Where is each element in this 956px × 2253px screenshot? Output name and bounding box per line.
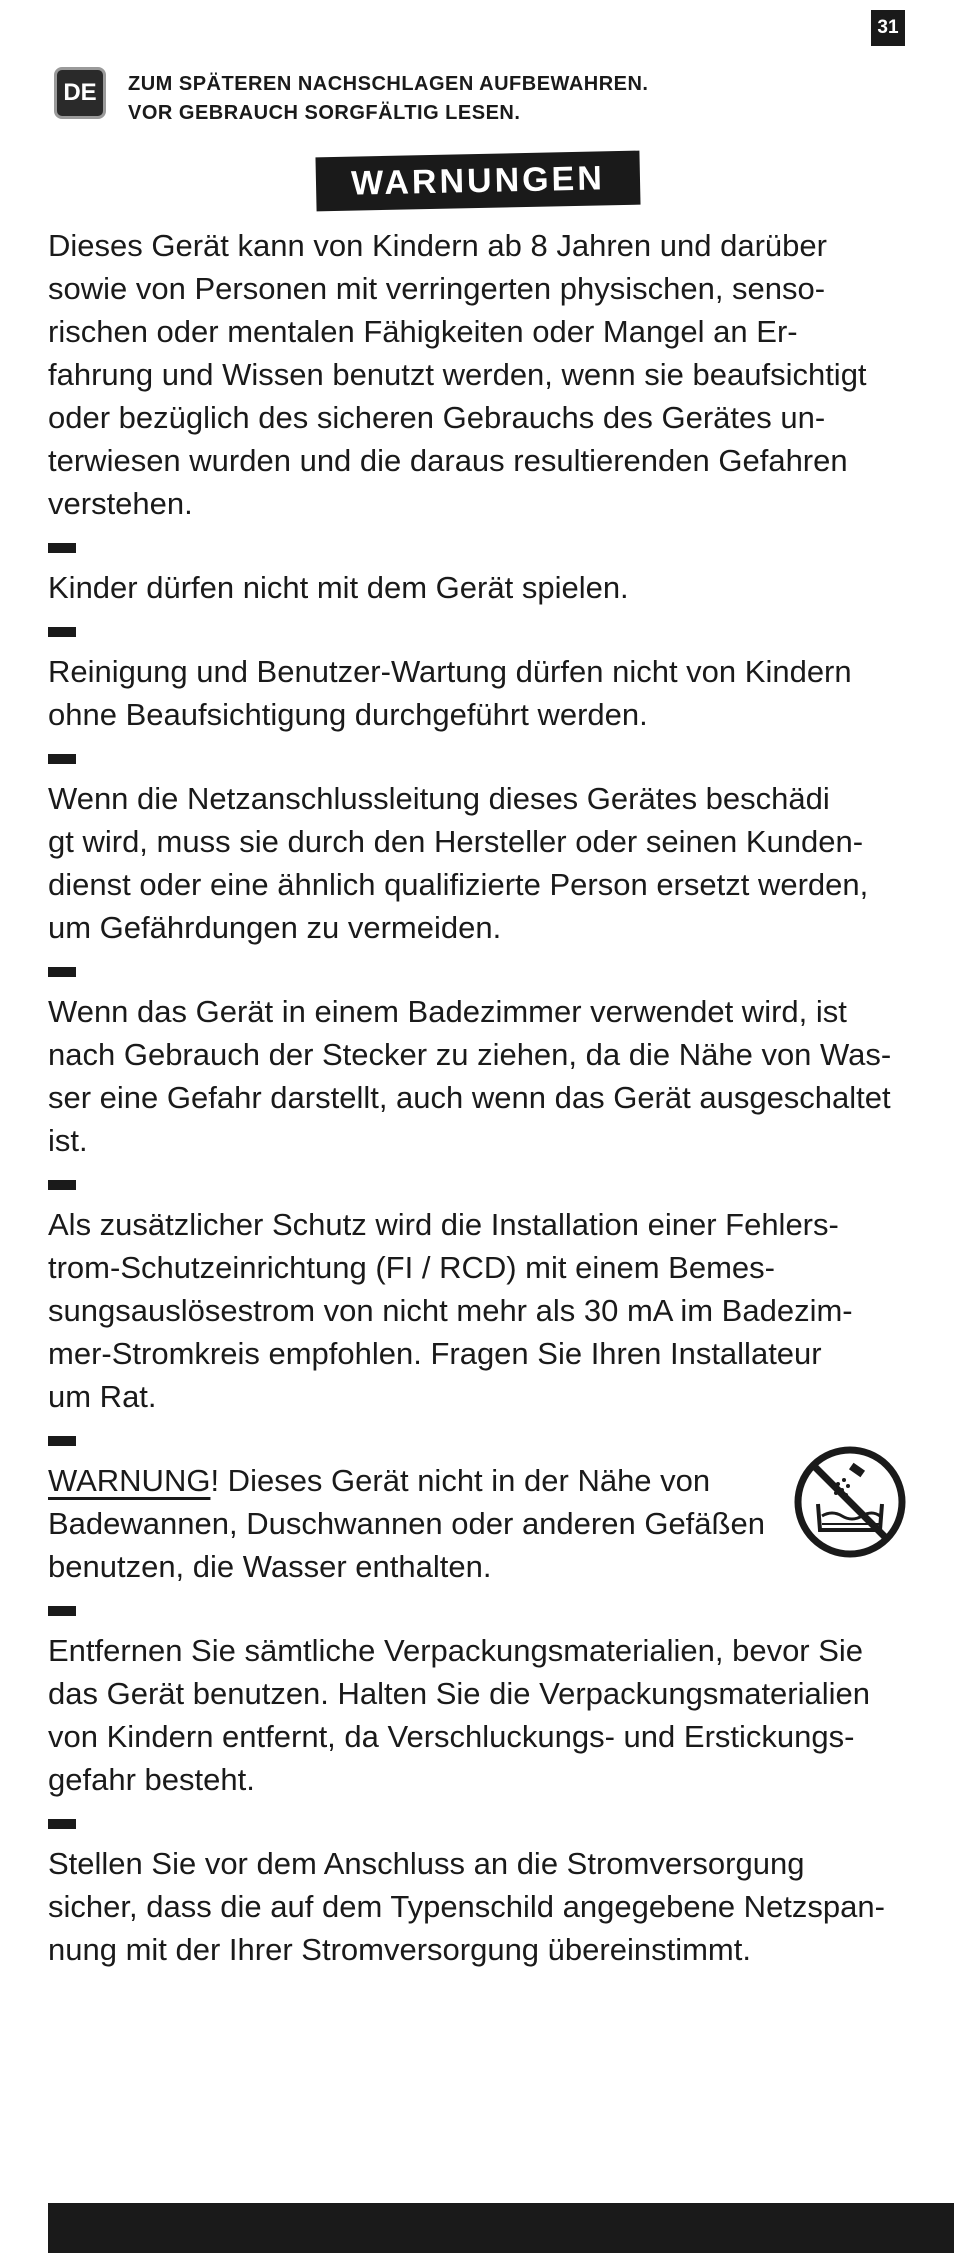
text-line: rischen oder mentalen Fähigkeiten oder Mangel an Er- (48, 314, 798, 349)
paragraph-power-cord (48, 777, 918, 949)
paragraph-children-play (48, 566, 918, 609)
text-line: Wenn das Gerät in einem Badezimmer verwendet wird, ist (48, 994, 847, 1029)
text-line: Als zusätzlicher Schutz wird die Installation einer Fehlers- (48, 1207, 839, 1242)
text-line: oder bezüglich des sicheren Gebrauchs des Gerätes un- (48, 400, 826, 435)
text-line: trom-Schutzeinrichtung (FI / RCD) mit einem Bemes- (48, 1250, 775, 1285)
text-line: das Gerät benutzen. Halten Sie die Verpackungsmaterialien (48, 1676, 870, 1711)
separator-bar (48, 967, 76, 977)
text-line: Kinder dürfen nicht mit dem Gerät spielen. (48, 570, 629, 605)
notice-line-1: ZUM SPÄTEREN NACHSCHLAGEN AUFBEWAHREN. (128, 73, 649, 95)
notice-line-2: VOR GEBRAUCH SORGFÄLTIG LESEN. (128, 102, 521, 124)
text-line: nung mit der Ihrer Stromversorgung übereinstimmt. (48, 1932, 751, 1967)
text-line: ohne Beaufsichtigung durchgeführt werden. (48, 697, 648, 732)
paragraph-voltage (48, 1842, 918, 1971)
warnings-banner (315, 151, 640, 212)
separator-bar (48, 1436, 76, 1446)
no-water-near-bathtub-icon (792, 1444, 908, 1560)
text-line: ser eine Gefahr darstellt, auch wenn das Gerät ausgeschaltet (48, 1080, 891, 1115)
text-line: mer-Stromkreis empfohlen. Fragen Sie Ihren Installateur (48, 1336, 822, 1371)
separator-bar (48, 627, 76, 637)
text-line: ist. (48, 1123, 88, 1158)
text-line: Badewannen, Duschwannen oder anderen Gefäßen (48, 1506, 765, 1541)
text-line: sowie von Personen mit verringerten physischen, senso- (48, 271, 826, 306)
separator-bar (48, 1606, 76, 1616)
text-line (48, 1459, 918, 1502)
paragraph-rcd (48, 1203, 918, 1418)
warnings-title: WARNUNGEN (350, 158, 606, 203)
text-line: sungsauslösestrom von nicht mehr als 30 mA im Badezim- (48, 1293, 853, 1328)
page-number: 31 (871, 10, 905, 46)
separator-bar (48, 1819, 76, 1829)
warning-line-1-rest: ! Dieses Gerät nicht in der Nähe von (210, 1463, 711, 1498)
paragraph-supervision (48, 224, 918, 525)
text-line: gefahr besteht. (48, 1762, 255, 1797)
language-badge: DE (54, 67, 106, 119)
warnings-content (48, 224, 918, 1971)
paragraph-water-warning (48, 1459, 918, 1588)
text-line: verstehen. (48, 486, 193, 521)
separator-bar (48, 1180, 76, 1190)
text-line: Reinigung und Benutzer-Wartung dürfen nicht von Kindern (48, 654, 852, 689)
paragraph-packaging (48, 1629, 918, 1801)
text-line: benutzen, die Wasser enthalten. (48, 1549, 492, 1584)
footer-bar (48, 2203, 954, 2253)
paragraph-bathroom (48, 990, 918, 1162)
warning-keyword: WARNUNG (48, 1463, 211, 1498)
text-line: nach Gebrauch der Stecker zu ziehen, da die Nähe von Was- (48, 1037, 892, 1072)
text-line: Dieses Gerät kann von Kindern ab 8 Jahren und darüber (48, 228, 827, 263)
paragraph-cleaning (48, 650, 918, 736)
text-line: um Rat. (48, 1379, 157, 1414)
text-line: sicher, dass die auf dem Typenschild angegebene Netzspan- (48, 1889, 885, 1924)
text-line: fahrung und Wissen benutzt werden, wenn sie beaufsichtigt (48, 357, 867, 392)
storage-notice (128, 70, 648, 128)
text-line: um Gefährdungen zu vermeiden. (48, 910, 502, 945)
text-line: terwiesen wurden und die daraus resultierenden Gefahren (48, 443, 848, 478)
separator-bar (48, 754, 76, 764)
text-line: dienst oder eine ähnlich qualifizierte Person ersetzt werden, (48, 867, 869, 902)
text-line: gt wird, muss sie durch den Hersteller oder seinen Kunden- (48, 824, 864, 859)
text-line: Wenn die Netzanschlussleitung dieses Gerätes beschädi (48, 781, 830, 816)
text-line: Entfernen Sie sämtliche Verpackungsmaterialien, bevor Sie (48, 1633, 864, 1668)
text-line: Stellen Sie vor dem Anschluss an die Stromversorgung (48, 1846, 805, 1881)
text-line: von Kindern entfernt, da Verschluckungs- und Erstickungs- (48, 1719, 855, 1754)
separator-bar (48, 543, 76, 553)
